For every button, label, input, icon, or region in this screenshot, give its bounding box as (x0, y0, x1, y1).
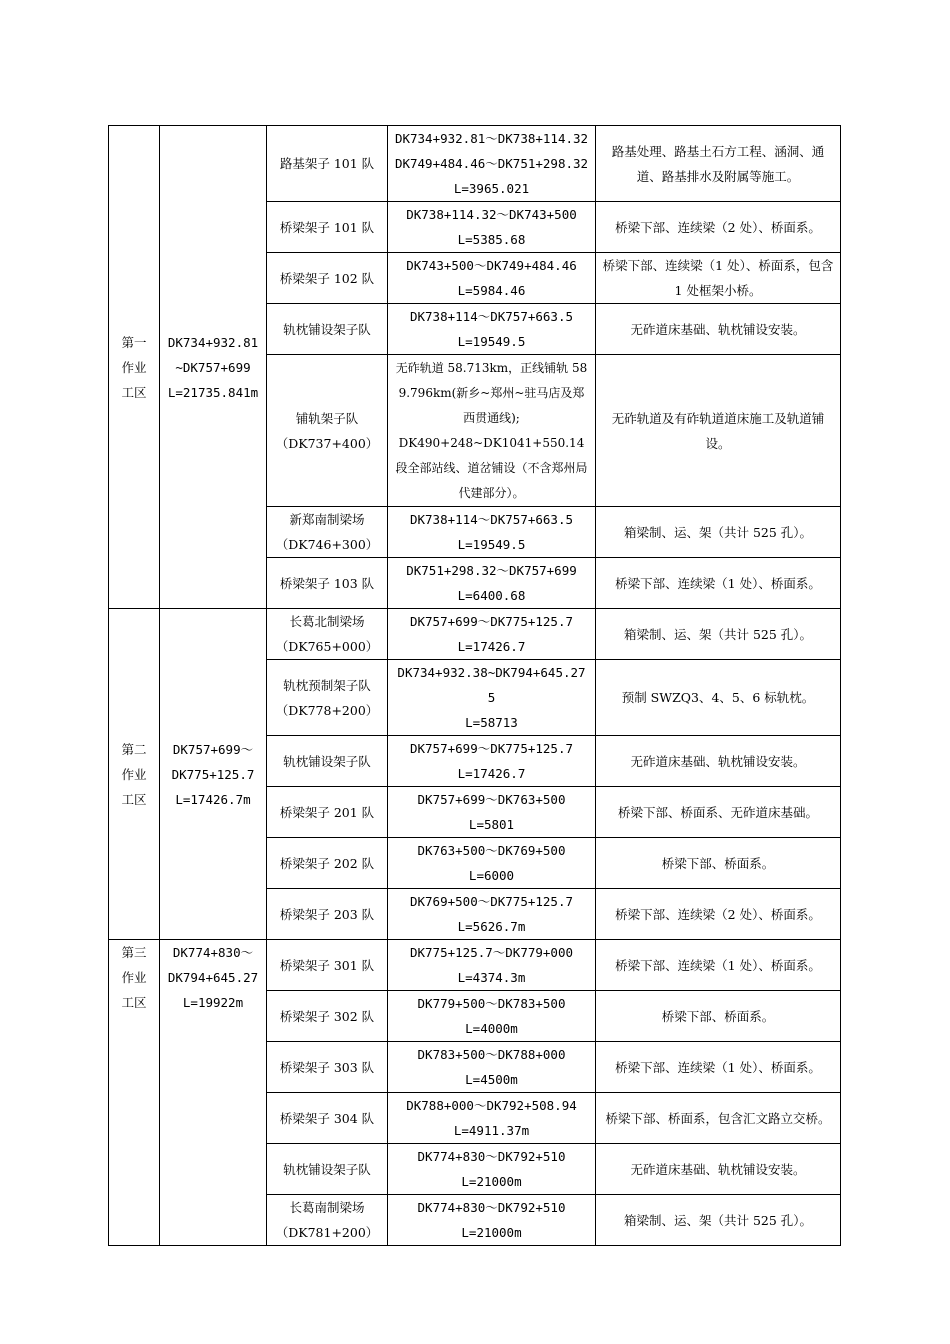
team-name: 轨枕铺设架子队 (267, 1144, 388, 1195)
mileage-cell: DK757+699～DK763+500 L=5801 (388, 787, 596, 838)
team-name: 铺轨架子队 （DK737+400） (267, 355, 388, 507)
team-name: 桥梁架子 301 队 (267, 940, 388, 991)
team-name: 桥梁架子 304 队 (267, 1093, 388, 1144)
work-zone-table (108, 125, 841, 1246)
team-name: 路基架子 101 队 (267, 126, 388, 202)
mileage-cell: DK734+932.38~DK794+645.275 L=58713 (388, 660, 596, 736)
work-content-cell: 桥梁下部、连续梁（1 处）、桥面系，包含 1 处框架小桥。 (596, 253, 841, 304)
mileage-cell: DK734+932.81～DK738+114.32 DK749+484.46～DK751+298.32 L=3965.021 (388, 126, 596, 202)
mileage-cell: DK757+699～DK775+125.7 L=17426.7 (388, 609, 596, 660)
mileage-cell: DK779+500～DK783+500 L=4000m (388, 991, 596, 1042)
work-content-cell: 桥梁下部、桥面系。 (596, 838, 841, 889)
work-content-cell: 桥梁下部、连续梁（2 处）、桥面系。 (596, 889, 841, 940)
work-content-cell: 桥梁下部、连续梁（1 处）、桥面系。 (596, 1042, 841, 1093)
work-content-cell: 桥梁下部、连续梁（1 处）、桥面系。 (596, 940, 841, 991)
work-content-cell: 箱梁制、运、架（共计 525 孔）。 (596, 507, 841, 558)
table-row (109, 126, 841, 202)
zone-range: DK757+699～ DK775+125.7 L=17426.7m (160, 609, 267, 940)
team-name: 新郑南制梁场 （DK746+300） (267, 507, 388, 558)
team-name: 长葛北制梁场 （DK765+000） (267, 609, 388, 660)
mileage-cell: DK757+699～DK775+125.7 L=17426.7 (388, 736, 596, 787)
work-content-cell: 箱梁制、运、架（共计 525 孔）。 (596, 609, 841, 660)
work-content-cell: 桥梁下部、连续梁（1 处）、桥面系。 (596, 558, 841, 609)
mileage-cell: DK751+298.32～DK757+699 L=6400.68 (388, 558, 596, 609)
mileage-cell: DK775+125.7～DK779+000 L=4374.3m (388, 940, 596, 991)
mileage-cell: DK738+114.32～DK743+500 L=5385.68 (388, 202, 596, 253)
team-name: 桥梁架子 201 队 (267, 787, 388, 838)
team-name: 桥梁架子 102 队 (267, 253, 388, 304)
team-name: 轨枕铺设架子队 (267, 304, 388, 355)
zone-range: DK774+830～ DK794+645.27 L=19922m (160, 940, 267, 1246)
team-name: 轨枕预制架子队 （DK778+200） (267, 660, 388, 736)
mileage-cell: 无砟轨道 58.713km，正线铺轨 589.796km(新乡~郑州~驻马店及郑西贯通线); DK490+248~DK1041+550.14 段全部站线、道岔铺设（不含郑州局代建部分）。 (388, 355, 596, 507)
mileage-cell: DK738+114～DK757+663.5 L=19549.5 (388, 507, 596, 558)
team-name: 桥梁架子 203 队 (267, 889, 388, 940)
table-row (109, 609, 841, 660)
work-content-cell: 无砟轨道及有砟轨道道床施工及轨道铺设。 (596, 355, 841, 507)
mileage-cell: DK783+500～DK788+000 L=4500m (388, 1042, 596, 1093)
work-content-cell: 预制 SWZQ3、4、5、6 标轨枕。 (596, 660, 841, 736)
table-body (109, 126, 841, 1246)
work-content-cell: 箱梁制、运、架（共计 525 孔）。 (596, 1195, 841, 1246)
mileage-cell: DK774+830～DK792+510 L=21000m (388, 1195, 596, 1246)
team-name: 桥梁架子 303 队 (267, 1042, 388, 1093)
team-name: 轨枕铺设架子队 (267, 736, 388, 787)
team-name: 桥梁架子 202 队 (267, 838, 388, 889)
work-content-cell: 无砟道床基础、轨枕铺设安装。 (596, 1144, 841, 1195)
mileage-cell: DK774+830～DK792+510 L=21000m (388, 1144, 596, 1195)
zone-name: 第二 作业 工区 (109, 609, 160, 940)
mileage-cell: DK763+500～DK769+500 L=6000 (388, 838, 596, 889)
team-name: 桥梁架子 302 队 (267, 991, 388, 1042)
work-content-cell: 桥梁下部、桥面系，包含汇文路立交桥。 (596, 1093, 841, 1144)
team-name: 长葛南制梁场 （DK781+200） (267, 1195, 388, 1246)
work-content-cell: 桥梁下部、桥面系、无砟道床基础。 (596, 787, 841, 838)
work-content-cell: 无砟道床基础、轨枕铺设安装。 (596, 304, 841, 355)
work-content-cell: 路基处理、路基土石方工程、涵洞、通道、路基排水及附属等施工。 (596, 126, 841, 202)
mileage-cell: DK738+114～DK757+663.5 L=19549.5 (388, 304, 596, 355)
team-name: 桥梁架子 101 队 (267, 202, 388, 253)
work-content-cell: 无砟道床基础、轨枕铺设安装。 (596, 736, 841, 787)
mileage-cell: DK769+500～DK775+125.7 L=5626.7m (388, 889, 596, 940)
table-row (109, 940, 841, 991)
zone-name: 第三 作业 工区 (109, 940, 160, 1246)
team-name: 桥梁架子 103 队 (267, 558, 388, 609)
work-content-cell: 桥梁下部、连续梁（2 处）、桥面系。 (596, 202, 841, 253)
mileage-cell: DK788+000～DK792+508.94 L=4911.37m (388, 1093, 596, 1144)
zone-name: 第一 作业 工区 (109, 126, 160, 609)
work-content-cell: 桥梁下部、桥面系。 (596, 991, 841, 1042)
mileage-cell: DK743+500～DK749+484.46 L=5984.46 (388, 253, 596, 304)
zone-range: DK734+932.81 ~DK757+699 L=21735.841m (160, 126, 267, 609)
